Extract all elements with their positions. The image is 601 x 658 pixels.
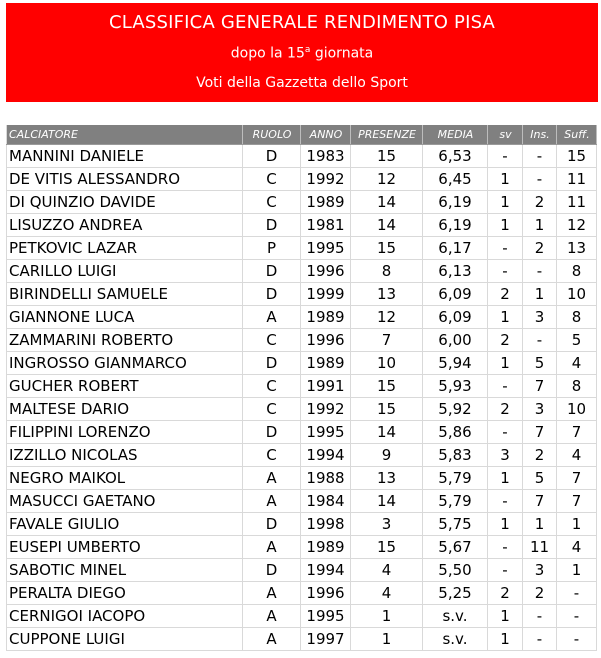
cell-average-rating: 6,45 — [423, 168, 488, 191]
page-title: CLASSIFICA GENERALE RENDIMENTO PISA — [108, 12, 496, 33]
cell-ins: 2 — [523, 191, 557, 214]
cell-suff: - — [557, 605, 597, 628]
cell-sv: 1 — [488, 168, 523, 191]
subtitle-prefix: dopo la 15 — [230, 45, 305, 62]
cell-appearances: 12 — [351, 168, 423, 191]
cell-birth-year: 1995 — [301, 421, 351, 444]
cell-average-rating: 5,50 — [423, 559, 488, 582]
cell-player-name: MASUCCI GAETANO — [7, 490, 243, 513]
table-row — [7, 168, 597, 191]
cell-suff: 5 — [557, 329, 597, 352]
cell-player-name: SABOTIC MINEL — [7, 559, 243, 582]
cell-appearances: 14 — [351, 490, 423, 513]
cell-ins: - — [523, 168, 557, 191]
cell-average-rating: 6,19 — [423, 214, 488, 237]
cell-sv: - — [488, 490, 523, 513]
cell-birth-year: 1988 — [301, 467, 351, 490]
cell-suff: 4 — [557, 444, 597, 467]
cell-player-name: CUPPONE LUIGI — [7, 628, 243, 651]
table-row — [7, 145, 597, 168]
cell-appearances: 9 — [351, 444, 423, 467]
cell-appearances: 1 — [351, 605, 423, 628]
table-row — [7, 352, 597, 375]
table-row — [7, 628, 597, 651]
cell-average-rating: 6,00 — [423, 329, 488, 352]
cell-birth-year: 1994 — [301, 444, 351, 467]
cell-average-rating: s.v. — [423, 628, 488, 651]
col-header-media: MEDIA — [423, 125, 488, 145]
cell-ins: 3 — [523, 398, 557, 421]
cell-player-name: BIRINDELLI SAMUELE — [7, 283, 243, 306]
cell-appearances: 15 — [351, 145, 423, 168]
cell-appearances: 8 — [351, 260, 423, 283]
cell-player-name: LISUZZO ANDREA — [7, 214, 243, 237]
cell-ins: 2 — [523, 582, 557, 605]
header-banner — [6, 3, 598, 102]
cell-average-rating: 5,75 — [423, 513, 488, 536]
cell-ins: 3 — [523, 306, 557, 329]
cell-sv: 3 — [488, 444, 523, 467]
cell-appearances: 1 — [351, 628, 423, 651]
cell-player-name: DI QUINZIO DAVIDE — [7, 191, 243, 214]
cell-sv: - — [488, 421, 523, 444]
cell-suff: 15 — [557, 145, 597, 168]
table-header-row — [7, 125, 597, 145]
cell-ins: 7 — [523, 490, 557, 513]
cell-sv: 1 — [488, 467, 523, 490]
cell-birth-year: 1998 — [301, 513, 351, 536]
cell-birth-year: 1995 — [301, 237, 351, 260]
cell-role: D — [243, 421, 301, 444]
ratings-table — [6, 125, 597, 651]
cell-role: A — [243, 628, 301, 651]
table-row — [7, 559, 597, 582]
cell-sv: 2 — [488, 329, 523, 352]
cell-birth-year: 1981 — [301, 214, 351, 237]
table-row — [7, 536, 597, 559]
cell-ins: 2 — [523, 237, 557, 260]
cell-role: A — [243, 467, 301, 490]
cell-suff: 8 — [557, 375, 597, 398]
cell-appearances: 13 — [351, 283, 423, 306]
cell-sv: 1 — [488, 214, 523, 237]
cell-sv: 1 — [488, 605, 523, 628]
cell-birth-year: 1994 — [301, 559, 351, 582]
table-row — [7, 191, 597, 214]
cell-sv: 2 — [488, 582, 523, 605]
cell-player-name: IZZILLO NICOLAS — [7, 444, 243, 467]
cell-average-rating: 5,92 — [423, 398, 488, 421]
cell-player-name: GIANNONE LUCA — [7, 306, 243, 329]
cell-appearances: 4 — [351, 559, 423, 582]
subtitle-suffix: giornata — [310, 45, 374, 62]
cell-ins: - — [523, 145, 557, 168]
cell-birth-year: 1996 — [301, 582, 351, 605]
cell-ins: 7 — [523, 421, 557, 444]
cell-role: D — [243, 283, 301, 306]
cell-role: C — [243, 191, 301, 214]
cell-appearances: 15 — [351, 398, 423, 421]
cell-suff: 10 — [557, 398, 597, 421]
table-row — [7, 467, 597, 490]
cell-sv: 2 — [488, 283, 523, 306]
cell-role: C — [243, 329, 301, 352]
cell-birth-year: 1992 — [301, 398, 351, 421]
cell-role: D — [243, 214, 301, 237]
cell-sv: - — [488, 536, 523, 559]
cell-average-rating: 6,09 — [423, 283, 488, 306]
cell-player-name: FAVALE GIULIO — [7, 513, 243, 536]
cell-average-rating: 5,93 — [423, 375, 488, 398]
cell-average-rating: 6,19 — [423, 191, 488, 214]
cell-appearances: 14 — [351, 191, 423, 214]
cell-birth-year: 1989 — [301, 536, 351, 559]
cell-role: A — [243, 490, 301, 513]
cell-birth-year: 1989 — [301, 191, 351, 214]
cell-birth-year: 1995 — [301, 605, 351, 628]
table-row — [7, 444, 597, 467]
cell-average-rating: 6,13 — [423, 260, 488, 283]
cell-sv: - — [488, 260, 523, 283]
cell-player-name: MALTESE DARIO — [7, 398, 243, 421]
source-line: Voti della Gazzetta dello Sport — [196, 75, 408, 91]
cell-role: P — [243, 237, 301, 260]
cell-birth-year: 1997 — [301, 628, 351, 651]
cell-birth-year: 1989 — [301, 306, 351, 329]
cell-role: C — [243, 398, 301, 421]
table-row — [7, 306, 597, 329]
cell-suff: 13 — [557, 237, 597, 260]
table-row — [7, 260, 597, 283]
cell-player-name: PERALTA DIEGO — [7, 582, 243, 605]
table-row — [7, 421, 597, 444]
cell-birth-year: 1983 — [301, 145, 351, 168]
cell-average-rating: 6,09 — [423, 306, 488, 329]
cell-average-rating: 5,86 — [423, 421, 488, 444]
cell-suff: - — [557, 582, 597, 605]
cell-suff: 4 — [557, 536, 597, 559]
table-body — [7, 145, 597, 651]
cell-player-name: DE VITIS ALESSANDRO — [7, 168, 243, 191]
cell-suff: 4 — [557, 352, 597, 375]
cell-role: D — [243, 260, 301, 283]
cell-sv: - — [488, 559, 523, 582]
cell-sv: 1 — [488, 306, 523, 329]
cell-suff: 10 — [557, 283, 597, 306]
cell-ins: 1 — [523, 283, 557, 306]
col-header-ruolo: RUOLO — [243, 125, 301, 145]
cell-average-rating: 5,79 — [423, 490, 488, 513]
table-row — [7, 513, 597, 536]
cell-player-name: NEGRO MAIKOL — [7, 467, 243, 490]
table-row — [7, 237, 597, 260]
cell-ins: 2 — [523, 444, 557, 467]
cell-role: A — [243, 306, 301, 329]
cell-sv: 2 — [488, 398, 523, 421]
cell-average-rating: 5,94 — [423, 352, 488, 375]
cell-appearances: 4 — [351, 582, 423, 605]
cell-role: A — [243, 536, 301, 559]
cell-role: D — [243, 513, 301, 536]
cell-appearances: 14 — [351, 214, 423, 237]
cell-role: C — [243, 168, 301, 191]
cell-ins: 1 — [523, 214, 557, 237]
table-row — [7, 490, 597, 513]
cell-average-rating: s.v. — [423, 605, 488, 628]
cell-role: C — [243, 375, 301, 398]
cell-birth-year: 1992 — [301, 168, 351, 191]
table-row — [7, 283, 597, 306]
cell-ins: - — [523, 605, 557, 628]
cell-role: D — [243, 559, 301, 582]
cell-role: D — [243, 352, 301, 375]
cell-suff: 12 — [557, 214, 597, 237]
cell-ins: 11 — [523, 536, 557, 559]
cell-appearances: 13 — [351, 467, 423, 490]
col-header-ins: Ins. — [523, 125, 557, 145]
cell-appearances: 15 — [351, 375, 423, 398]
table-row — [7, 582, 597, 605]
cell-ins: - — [523, 329, 557, 352]
cell-sv: 1 — [488, 628, 523, 651]
cell-average-rating: 5,25 — [423, 582, 488, 605]
cell-suff: 1 — [557, 513, 597, 536]
cell-player-name: EUSEPI UMBERTO — [7, 536, 243, 559]
cell-sv: - — [488, 375, 523, 398]
cell-sv: 1 — [488, 513, 523, 536]
cell-suff: 8 — [557, 260, 597, 283]
col-header-anno: ANNO — [301, 125, 351, 145]
table-row — [7, 398, 597, 421]
col-header-suff: Suff. — [557, 125, 597, 145]
cell-role: A — [243, 605, 301, 628]
cell-sv: - — [488, 237, 523, 260]
table-row — [7, 605, 597, 628]
cell-ins: 5 — [523, 352, 557, 375]
cell-sv: - — [488, 145, 523, 168]
cell-appearances: 3 — [351, 513, 423, 536]
cell-role: C — [243, 444, 301, 467]
cell-suff: 7 — [557, 421, 597, 444]
cell-sv: 1 — [488, 352, 523, 375]
subtitle — [6, 45, 598, 62]
cell-ins: - — [523, 628, 557, 651]
cell-role: D — [243, 145, 301, 168]
cell-average-rating: 5,67 — [423, 536, 488, 559]
cell-player-name: MANNINI DANIELE — [7, 145, 243, 168]
cell-birth-year: 1996 — [301, 260, 351, 283]
cell-ins: 7 — [523, 375, 557, 398]
cell-suff: 11 — [557, 191, 597, 214]
cell-player-name: GUCHER ROBERT — [7, 375, 243, 398]
cell-average-rating: 6,17 — [423, 237, 488, 260]
cell-player-name: ZAMMARINI ROBERTO — [7, 329, 243, 352]
col-header-sv: sv — [488, 125, 523, 145]
cell-appearances: 15 — [351, 536, 423, 559]
cell-suff: - — [557, 628, 597, 651]
table-row — [7, 375, 597, 398]
cell-ins: 3 — [523, 559, 557, 582]
subtitle-ordinal: a — [304, 45, 311, 55]
cell-appearances: 14 — [351, 421, 423, 444]
cell-suff: 8 — [557, 306, 597, 329]
cell-appearances: 7 — [351, 329, 423, 352]
cell-appearances: 12 — [351, 306, 423, 329]
cell-ins: - — [523, 260, 557, 283]
cell-ins: 5 — [523, 467, 557, 490]
cell-player-name: CARILLO LUIGI — [7, 260, 243, 283]
cell-player-name: FILIPPINI LORENZO — [7, 421, 243, 444]
cell-appearances: 10 — [351, 352, 423, 375]
cell-average-rating: 5,83 — [423, 444, 488, 467]
cell-average-rating: 6,53 — [423, 145, 488, 168]
col-header-presenze: PRESENZE — [351, 125, 423, 145]
table-row — [7, 214, 597, 237]
cell-suff: 7 — [557, 490, 597, 513]
cell-birth-year: 1984 — [301, 490, 351, 513]
cell-player-name: PETKOVIC LAZAR — [7, 237, 243, 260]
cell-role: A — [243, 582, 301, 605]
cell-player-name: INGROSSO GIANMARCO — [7, 352, 243, 375]
cell-sv: 1 — [488, 191, 523, 214]
cell-average-rating: 5,79 — [423, 467, 488, 490]
cell-suff: 11 — [557, 168, 597, 191]
cell-player-name: CERNIGOI IACOPO — [7, 605, 243, 628]
cell-birth-year: 1999 — [301, 283, 351, 306]
cell-birth-year: 1991 — [301, 375, 351, 398]
cell-suff: 1 — [557, 559, 597, 582]
cell-suff: 7 — [557, 467, 597, 490]
table-row — [7, 329, 597, 352]
cell-ins: 1 — [523, 513, 557, 536]
cell-birth-year: 1989 — [301, 352, 351, 375]
cell-appearances: 15 — [351, 237, 423, 260]
cell-birth-year: 1996 — [301, 329, 351, 352]
col-header-calciatore: CALCIATORE — [7, 125, 243, 145]
